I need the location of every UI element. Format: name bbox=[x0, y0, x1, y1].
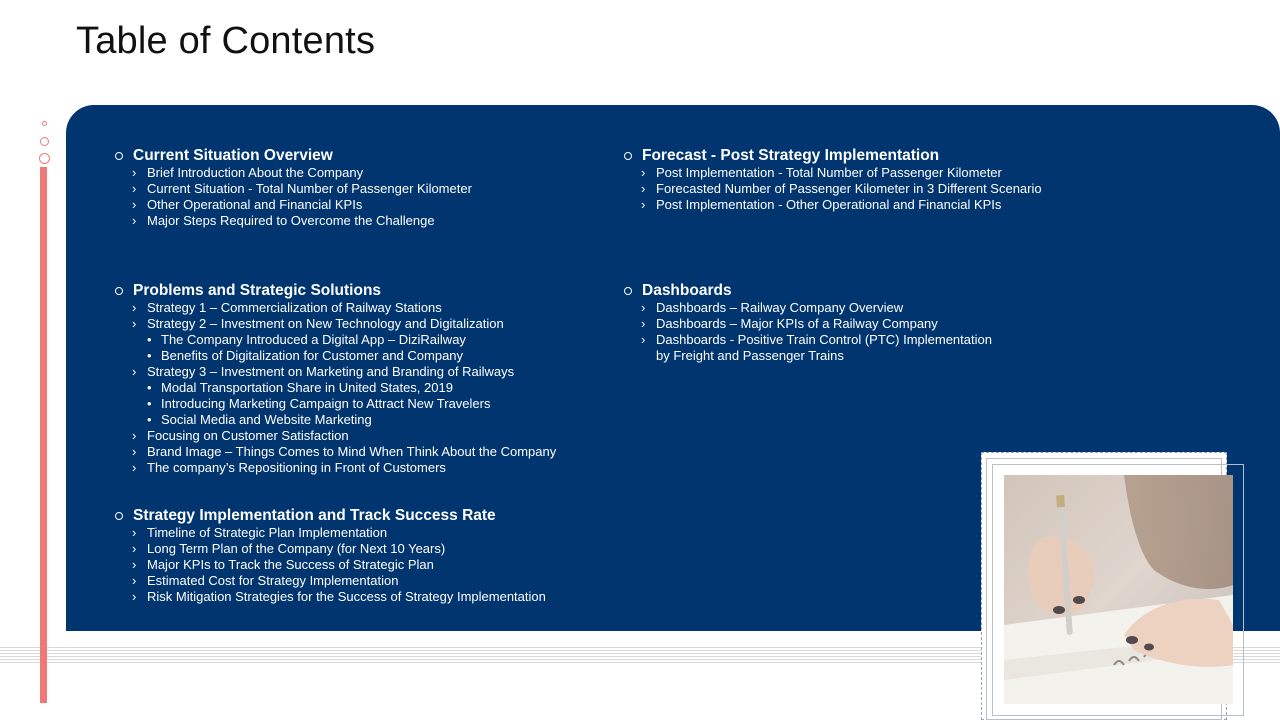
ring-bullet-icon bbox=[115, 152, 123, 160]
toc-item[interactable] bbox=[115, 300, 556, 316]
toc-item-label: Brief Introduction About the Company bbox=[147, 165, 364, 180]
chevron-right-icon: › bbox=[641, 332, 646, 347]
toc-item-label: Strategy 2 – Investment on New Technology and Digitalization bbox=[147, 316, 504, 331]
toc-section bbox=[624, 146, 1042, 213]
chevron-right-icon: › bbox=[132, 300, 137, 315]
toc-item-label: Forecasted Number of Passenger Kilometer in 3 Different Scenario bbox=[656, 181, 1042, 196]
toc-item-label: Focusing on Customer Satisfaction bbox=[147, 428, 349, 443]
toc-section bbox=[624, 281, 1042, 364]
toc-item[interactable] bbox=[115, 165, 556, 181]
section-heading-label: Problems and Strategic Solutions bbox=[133, 282, 382, 299]
chevron-right-icon: › bbox=[132, 364, 137, 379]
toc-item[interactable] bbox=[115, 364, 556, 380]
toc-item[interactable] bbox=[115, 557, 556, 573]
chevron-right-icon: › bbox=[641, 197, 646, 212]
toc-item-label: The Company Introduced a Digital App – DiziRailway bbox=[161, 332, 466, 347]
toc-item-label: The company’s Repositioning in Front of Customers bbox=[147, 460, 446, 475]
bullet-icon: • bbox=[147, 332, 152, 347]
toc-section bbox=[115, 146, 556, 229]
toc-item[interactable] bbox=[624, 332, 1042, 348]
bullet-icon: • bbox=[147, 348, 152, 363]
toc-item[interactable] bbox=[115, 181, 556, 197]
section-heading-label: Forecast - Post Strategy Implementation bbox=[642, 147, 940, 164]
toc-item-label: Benefits of Digitalization for Customer and Company bbox=[161, 348, 464, 363]
chevron-right-icon: › bbox=[132, 557, 137, 572]
toc-section bbox=[115, 506, 556, 605]
chevron-right-icon: › bbox=[132, 213, 137, 228]
toc-item[interactable] bbox=[115, 332, 556, 348]
toc-item[interactable] bbox=[115, 573, 556, 589]
toc-item[interactable] bbox=[624, 181, 1042, 197]
toc-section-heading[interactable] bbox=[115, 146, 556, 165]
ring-bullet-icon bbox=[115, 512, 123, 520]
toc-item-label: Modal Transportation Share in United States, 2019 bbox=[161, 380, 453, 395]
toc-item[interactable] bbox=[115, 541, 556, 557]
toc-item-label: Risk Mitigation Strategies for the Success of Strategy Implementation bbox=[147, 589, 546, 604]
chevron-right-icon: › bbox=[132, 460, 137, 475]
chevron-right-icon: › bbox=[132, 197, 137, 212]
toc-item[interactable] bbox=[115, 412, 556, 428]
chevron-right-icon: › bbox=[641, 181, 646, 196]
toc-item-list bbox=[115, 300, 556, 476]
toc-item[interactable] bbox=[115, 396, 556, 412]
decorative-dot-large bbox=[39, 153, 50, 164]
bullet-icon: • bbox=[147, 412, 152, 427]
toc-item-label: Dashboards – Major KPIs of a Railway Company bbox=[656, 316, 938, 331]
toc-item-label: Social Media and Website Marketing bbox=[161, 412, 372, 427]
toc-item-list bbox=[115, 525, 556, 605]
toc-item-label: Major Steps Required to Overcome the Challenge bbox=[147, 213, 435, 228]
page-title: Table of Contents bbox=[76, 20, 376, 62]
decorative-dot-small bbox=[42, 121, 47, 126]
toc-item[interactable] bbox=[115, 460, 556, 476]
toc-item[interactable] bbox=[115, 213, 556, 229]
toc-item-list bbox=[624, 300, 1042, 364]
toc-item[interactable] bbox=[115, 428, 556, 444]
toc-item[interactable] bbox=[624, 300, 1042, 316]
chevron-right-icon: › bbox=[132, 541, 137, 556]
toc-item-label: Major KPIs to Track the Success of Strategic Plan bbox=[147, 557, 434, 572]
toc-item-label: Dashboards - Positive Train Control (PTC) Implementation bbox=[656, 332, 992, 347]
section-heading-label: Dashboards bbox=[642, 282, 732, 299]
toc-item-label: Strategy 1 – Commercialization of Railway Stations bbox=[147, 300, 442, 315]
writing-hand-illustration bbox=[1004, 475, 1233, 704]
chevron-right-icon: › bbox=[132, 165, 137, 180]
toc-item-label: Dashboards – Railway Company Overview bbox=[656, 300, 904, 315]
toc-item[interactable] bbox=[115, 380, 556, 396]
toc-item-list bbox=[115, 165, 556, 229]
toc-item[interactable] bbox=[115, 589, 556, 605]
toc-item-continuation bbox=[624, 348, 1042, 364]
toc-item-label: Estimated Cost for Strategy Implementation bbox=[147, 573, 399, 588]
ring-bullet-icon bbox=[624, 287, 632, 295]
toc-item-label: by Freight and Passenger Trains bbox=[656, 348, 844, 363]
chevron-right-icon: › bbox=[132, 444, 137, 459]
bullet-icon: • bbox=[147, 396, 152, 411]
toc-section-heading[interactable] bbox=[624, 281, 1042, 300]
toc-item[interactable] bbox=[115, 316, 556, 332]
toc-item[interactable] bbox=[624, 197, 1042, 213]
toc-section bbox=[115, 281, 556, 476]
chevron-right-icon: › bbox=[132, 589, 137, 604]
accent-bar bbox=[40, 167, 47, 703]
toc-section-heading[interactable] bbox=[624, 146, 1042, 165]
toc-item[interactable] bbox=[624, 316, 1042, 332]
toc-item-label: Current Situation - Total Number of Passenger Kilometer bbox=[147, 181, 472, 196]
chevron-right-icon: › bbox=[641, 300, 646, 315]
bullet-icon: • bbox=[147, 380, 152, 395]
toc-item-label: Other Operational and Financial KPIs bbox=[147, 197, 363, 212]
chevron-right-icon: › bbox=[132, 181, 137, 196]
toc-section-heading[interactable] bbox=[115, 506, 556, 525]
toc-item-label: Introducing Marketing Campaign to Attract New Travelers bbox=[161, 396, 491, 411]
writing-hand-photo bbox=[1004, 475, 1233, 704]
ring-bullet-icon bbox=[115, 287, 123, 295]
toc-item-label: Long Term Plan of the Company (for Next 10 Years) bbox=[147, 541, 446, 556]
section-heading-label: Strategy Implementation and Track Success Rate bbox=[133, 507, 496, 524]
chevron-right-icon: › bbox=[132, 428, 137, 443]
decorative-dot-medium bbox=[40, 137, 49, 146]
toc-item-list bbox=[624, 165, 1042, 213]
toc-column-right bbox=[624, 146, 1042, 364]
toc-item[interactable] bbox=[115, 444, 556, 460]
toc-item[interactable] bbox=[115, 197, 556, 213]
chevron-right-icon: › bbox=[132, 316, 137, 331]
toc-section-heading[interactable] bbox=[115, 281, 556, 300]
toc-item[interactable] bbox=[115, 525, 556, 541]
toc-item-label: Timeline of Strategic Plan Implementation bbox=[147, 525, 388, 540]
toc-item[interactable] bbox=[115, 348, 556, 364]
section-heading-label: Current Situation Overview bbox=[133, 147, 333, 164]
toc-column-left bbox=[115, 146, 556, 605]
toc-item-label: Post Implementation - Total Number of Passenger Kilometer bbox=[656, 165, 1002, 180]
chevron-right-icon: › bbox=[132, 573, 137, 588]
chevron-right-icon: › bbox=[641, 316, 646, 331]
ring-bullet-icon bbox=[624, 152, 632, 160]
toc-item-label: Brand Image – Things Comes to Mind When Think About the Company bbox=[147, 444, 557, 459]
chevron-right-icon: › bbox=[132, 525, 137, 540]
toc-item-label: Post Implementation - Other Operational and Financial KPIs bbox=[656, 197, 1002, 212]
chevron-right-icon: › bbox=[641, 165, 646, 180]
toc-item-label: Strategy 3 – Investment on Marketing and Branding of Railways bbox=[147, 364, 515, 379]
toc-item[interactable] bbox=[624, 165, 1042, 181]
